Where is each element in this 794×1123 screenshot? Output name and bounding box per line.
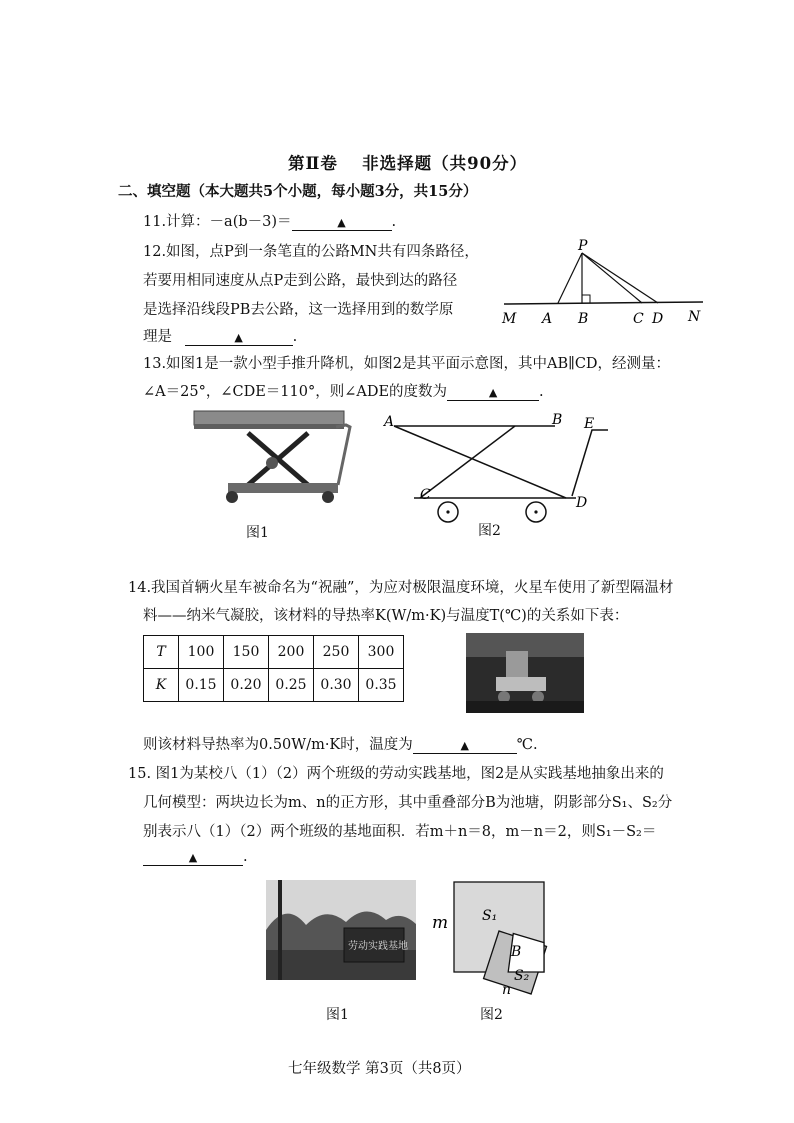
label-b: B [511,944,522,960]
label-c: C [420,487,431,503]
q14-unit: ℃. [516,737,538,753]
q12-line-2: 若要用相同速度从点P走到公路，最快到达的路径 [143,273,458,289]
wheel-left [226,491,238,503]
label-p: P [578,238,588,254]
label-a: A [542,311,553,327]
table-row-t [144,636,404,669]
label-m: m [432,913,449,933]
q12-line-3: 是选择沿线段PB去公路，这一选择用到的数学原 [143,302,454,318]
table-cell: 100 [179,636,224,669]
q13-text: ∠A＝25°，∠CDE＝110°，则∠ADE的度数为 [143,384,448,400]
handle-de [572,430,608,496]
page-footer: 七年级数学 第3页（共8页） [288,1061,471,1077]
label-n: n [502,982,512,998]
label-c: C [633,311,644,327]
table-cell: 150 [224,636,269,669]
right-angle-mark [582,295,590,303]
table-cell: 200 [269,636,314,669]
table-cell: 0.15 [179,669,224,702]
label-d: D [652,311,664,327]
q12-road-figure [498,238,713,330]
q12-answer-blank[interactable]: ▲ [185,331,293,346]
cart-base [228,483,338,493]
q15-fig2-caption: 图2 [480,1007,503,1023]
q15-answer-blank[interactable]: ▲ [143,851,243,866]
label-s2: S₂ [514,968,530,984]
table-row-k [144,669,404,702]
q13-fig1-caption: 图1 [246,525,269,541]
q14-table-wrapper [143,635,404,702]
table-cell: 0.35 [359,669,404,702]
table-cell: 0.25 [269,669,314,702]
q15-line-2: 几何模型：两块边长为m、n的正方形，其中重叠部分B为池塘，阴影部分S₁、S₂分 [143,795,673,811]
label-b: B [578,311,589,327]
cart-platform [194,411,344,425]
section-title: 二、填空题（本大题共5个小题，每小题3分，共15分） [118,183,478,200]
hydraulic-pump [266,457,278,469]
rover-body [496,677,546,691]
wheel-right-axle [534,510,537,513]
q11-end: . [391,214,397,230]
label-a: A [384,414,395,430]
q14-line-1: 14.我国首辆火星车被命名为“祝融”，为应对极限温度环境，火星车使用了新型隔温材 [128,580,674,596]
label-s1: S₁ [482,908,498,924]
q13-line-1: 13.如图1是一款小型手推升降机，如图2是其平面示意图，其中AB∥CD，经测量： [143,356,671,372]
q12-line-1: 12.如图，点P到一条笔直的公路MN共有四条路径， [143,244,479,260]
q12-text: 理是 [143,329,172,345]
q15-fig1-caption: 图1 [326,1007,349,1023]
q14-after-table [143,733,538,754]
q14-mars-rover-photo [466,633,584,713]
q15-labor-base-photo [266,880,416,980]
q13-line-2 [143,380,544,401]
platform-edge [194,424,344,429]
table-cell: 0.30 [314,669,359,702]
q13-lift-cart-photo [188,405,358,515]
q14-line-2: 料——纳米气凝胶，该材料的导热率K(W/m·K)与温度T(℃)的关系如下表： [143,608,629,624]
q15-end: . [243,849,248,865]
q12-line-4 [143,325,297,346]
cart-handle [336,425,350,485]
label-m: M [502,311,517,327]
road-line-mn [504,302,703,304]
wheel-right [322,491,334,503]
photo-floor [466,701,584,713]
q15-line-4 [143,849,248,866]
q14-text: 则该材料导热率为0.50W/m·K时，温度为 [143,737,413,753]
q15-line-3: 别表示八（1）（2）两个班级的基地面积．若m＋n＝8，m－n＝2，则S₁－S₂＝ [143,824,657,840]
q14-answer-blank[interactable]: ▲ [413,739,517,754]
label-e: E [584,416,595,432]
question-11 [143,210,396,231]
q13-answer-blank[interactable]: ▲ [447,386,539,401]
q11-answer-blank[interactable]: ▲ [292,216,392,231]
q14-data-table [143,635,404,702]
label-d: D [576,495,588,511]
part-title: 第Ⅱ卷 非选择题（共90分） [288,154,528,173]
label-n: N [688,309,701,325]
wheel-left-axle [446,510,449,513]
signboard-text: 劳动实践基地 [348,941,408,952]
segment-pd [582,253,658,303]
table-header-t: T [144,636,179,669]
table-cell: 250 [314,636,359,669]
q13-end: . [539,384,544,400]
q15-squares-model [428,876,578,1000]
segment-pc [582,253,642,303]
line-cross [420,426,515,498]
table-cell: 300 [359,636,404,669]
q12-end: . [292,329,298,345]
q11-text: 11.计算：－a(b－3)＝ [143,214,292,230]
q13-schematic-figure [380,408,620,526]
table-cell: 0.20 [224,669,269,702]
table-header-k: K [144,669,179,702]
q13-fig2-caption: 图2 [478,523,501,539]
q15-line-1: 15. 图1为某校八（1）（2）两个班级的劳动实践基地，图2是从实践基地抽象出来的 [128,766,664,782]
label-b: B [552,412,563,428]
segment-pa [558,253,582,303]
